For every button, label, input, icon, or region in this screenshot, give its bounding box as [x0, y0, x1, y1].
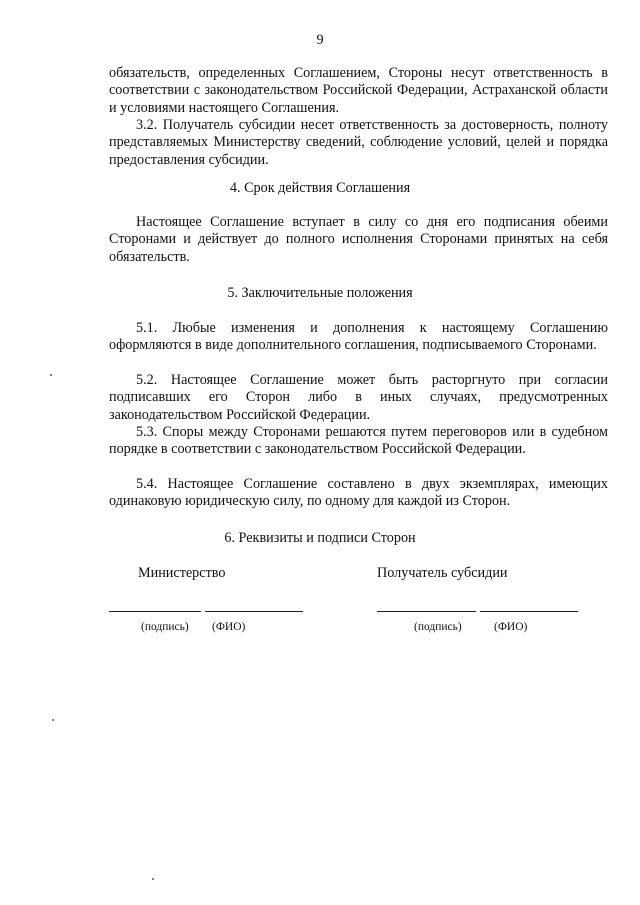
- scan-speck: [52, 719, 54, 721]
- page-number: 9: [316, 32, 324, 48]
- right-party-label: Получатель субсидии: [377, 565, 508, 581]
- scan-speck: [50, 374, 52, 376]
- paragraph-5-2: 5.2. Настоящее Соглашение может быть расторгнуто при согласии подписавших его Сторон либо в иных случаях, предусмотренных законодательством Российской Федерации.: [109, 372, 608, 423]
- left-party-label: Министерство: [138, 565, 226, 581]
- section3-continuation: обязательств, определенных Соглашением, Стороны несут ответственность в соответствии с законодательством Российской Федерации, Астраханской области и условиями настоящего Соглашения.: [109, 65, 608, 116]
- section4-heading: 4. Срок действия Соглашения: [229, 180, 411, 196]
- section5-heading: 5. Заключительные положения: [227, 285, 413, 301]
- paragraph-5-4: 5.4. Настоящее Соглашение составлено в двух экземплярах, имеющих одинаковую юридическую силу, по одному для каждой из Сторон.: [109, 476, 608, 510]
- left-name-line: [205, 611, 303, 612]
- right-signature-line: [377, 611, 476, 612]
- left-name-caption: (ФИО): [212, 621, 246, 633]
- section6-heading: 6. Реквизиты и подписи Сторон: [224, 530, 416, 546]
- right-name-line: [480, 611, 578, 612]
- left-signature-line: [109, 611, 201, 612]
- scan-speck: [152, 878, 154, 880]
- right-signature-caption: (подпись): [414, 621, 462, 633]
- paragraph-5-3: 5.3. Споры между Сторонами решаются путем переговоров или в судебном порядке в соответствии с законодательством Российской Федерации.: [109, 424, 608, 458]
- paragraph-5-1: 5.1. Любые изменения и дополнения к настоящему Соглашению оформляются в виде дополнительного соглашения, подписываемого Сторонами.: [109, 320, 608, 354]
- left-signature-caption: (подпись): [141, 621, 189, 633]
- section4-text: Настоящее Соглашение вступает в силу со дня его подписания обеими Сторонами и действует до полного исполнения Сторонами принятых на себя обязательств.: [109, 214, 608, 265]
- right-name-caption: (ФИО): [494, 621, 528, 633]
- paragraph-3-2: 3.2. Получатель субсидии несет ответственность за достоверность, полноту представляемых Министерству сведений, соблюдение условий, целей и порядка предоставления субсидии.: [109, 117, 608, 168]
